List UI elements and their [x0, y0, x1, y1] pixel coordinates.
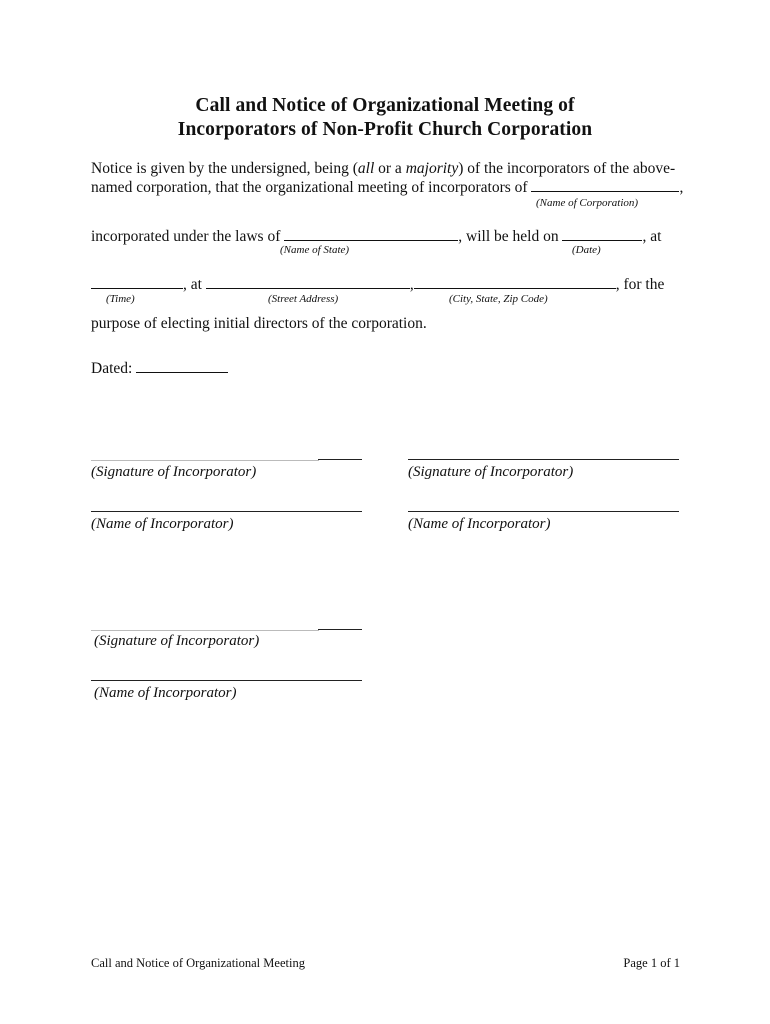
date-field[interactable]	[562, 226, 642, 241]
signature-line-3-light	[91, 630, 319, 631]
notice-text: named corporation, that the organizational meeting of incorporators of	[91, 179, 532, 196]
signature-label-1: (Signature of Incorporator)	[91, 464, 257, 480]
notice-text: , at	[642, 228, 662, 245]
notice-text: incorporated under the laws of	[91, 228, 285, 245]
notice-all: all	[357, 160, 375, 177]
signature-line-2[interactable]	[408, 459, 679, 460]
signature-label-3: (Signature of Incorporator)	[94, 633, 260, 649]
dated-field[interactable]	[136, 358, 228, 373]
notice-majority: majority	[405, 160, 459, 177]
name-label-1: (Name of Incorporator)	[91, 516, 234, 532]
time-field[interactable]	[91, 274, 183, 289]
notice-line-4	[91, 274, 664, 295]
notice-text: Notice is given by the undersigned, being (	[91, 160, 358, 177]
notice-text: ) of the incorporators of the above-	[458, 160, 676, 177]
signature-label-2: (Signature of Incorporator)	[408, 464, 574, 480]
notice-line-5: purpose of electing initial directors of the corporation.	[91, 315, 427, 332]
caption-time: (Time)	[106, 293, 135, 305]
state-field[interactable]	[284, 226, 458, 241]
notice-text: ,	[409, 276, 414, 293]
signature-line-1[interactable]	[318, 459, 362, 460]
dated-label: Dated:	[91, 360, 137, 377]
notice-line-1	[91, 159, 675, 179]
notice-text: ,	[679, 179, 684, 196]
notice-text: or a	[374, 160, 406, 177]
document-title-line-2: Incorporators of Non-Profit Church Corporation	[177, 119, 593, 140]
city-state-zip-field[interactable]	[414, 274, 616, 289]
corporation-name-field[interactable]	[531, 177, 679, 192]
footer-page-number: Page 1 of 1	[623, 956, 680, 970]
caption-name-of-corporation: (Name of Corporation)	[536, 197, 639, 209]
notice-text: , for the	[615, 276, 665, 293]
caption-date: (Date)	[572, 244, 601, 256]
caption-street-address: (Street Address)	[268, 293, 339, 305]
signature-line-3[interactable]	[318, 629, 362, 630]
notice-line-2	[91, 177, 683, 198]
caption-city-state-zip: (City, State, Zip Code)	[449, 293, 548, 305]
notice-text: , will be held on	[458, 228, 563, 245]
caption-name-of-state: (Name of State)	[280, 244, 350, 256]
notice-text: , at	[183, 276, 206, 293]
footer-document-name: Call and Notice of Organizational Meeting	[91, 956, 305, 970]
name-line-1[interactable]	[91, 511, 362, 512]
name-label-3: (Name of Incorporator)	[94, 685, 237, 701]
street-address-field[interactable]	[206, 274, 410, 289]
dated-line	[91, 358, 228, 379]
name-line-3[interactable]	[91, 680, 362, 681]
document-title-line-1: Call and Notice of Organizational Meeting of	[195, 95, 575, 116]
signature-line-1-light	[91, 460, 319, 461]
name-label-2: (Name of Incorporator)	[408, 516, 551, 532]
name-line-2[interactable]	[408, 511, 679, 512]
